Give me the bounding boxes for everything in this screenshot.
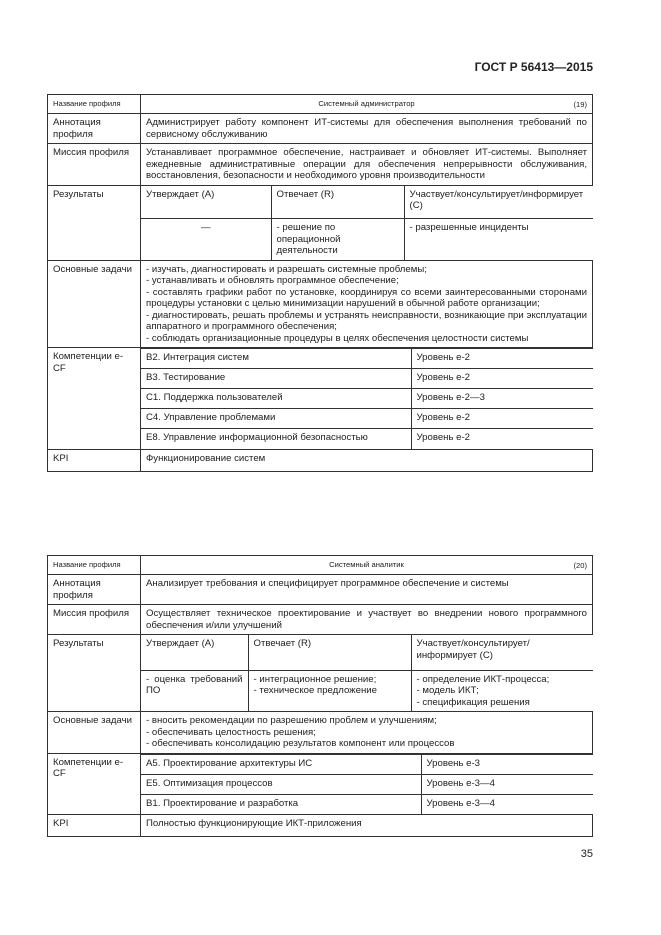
profile-table-20 (47, 555, 593, 837)
task-item: - составлять графики работ по установке, координируя со всеми заинтересованными сторонами процедуры установки с целью минимизации нарушений в обычной работе организации; (146, 286, 587, 309)
label-tasks: Основные задачи (48, 260, 141, 348)
results-header-c: Участвует/консультирует/информирует (C) (411, 635, 593, 670)
label-kpi: KPI (48, 815, 141, 837)
task-item: - диагностировать, решать проблемы и устранять неисправности, возникающие при эксплуатации аппаратного и программного обеспечения; (146, 309, 587, 332)
tasks-list (141, 712, 593, 754)
label-mission: Миссия профиля (48, 605, 141, 635)
label-tasks: Основные задачи (48, 712, 141, 754)
profile-name: Системный администратор (318, 99, 415, 109)
results-header-r: Отвечает (R) (271, 186, 404, 219)
label-kpi: KPI (48, 449, 141, 471)
kpi-row (48, 449, 593, 471)
competency-name: A5. Проектирование архитектуры ИС (141, 754, 421, 774)
competency-row (141, 389, 593, 409)
task-item: - устанавливать и обновлять программное обеспечение; (146, 275, 399, 286)
competency-level: Уровень е-2 (411, 349, 593, 369)
competency-name: B2. Интеграция систем (141, 349, 411, 369)
results-value-a: - оценка требований ПО (141, 670, 248, 711)
label-name: Название профиля (48, 556, 141, 575)
competency-row (141, 774, 593, 794)
task-item: - обеспечивать консолидацию результатов компонент или процессов (146, 738, 455, 749)
competencies-row (48, 753, 593, 815)
annotation-row (48, 114, 593, 144)
competency-name: C1. Поддержка пользователей (141, 389, 411, 409)
competency-name: E8. Управление информационной безопасностью (141, 429, 411, 449)
results-header-c: Участвует/консультирует/информирует (C) (404, 186, 593, 219)
kpi: Полностью функционирующие ИКТ-приложения (141, 815, 593, 837)
task-item: - соблюдать организационные процедуры в целях обеспечения целостности системы (146, 332, 529, 344)
results-value-a: — (141, 219, 271, 260)
results-header-a: Утверждает (A) (141, 186, 271, 219)
competency-name: C4. Управление проблемами (141, 409, 411, 429)
competency-row (141, 429, 593, 449)
kpi: Функционирование систем (141, 449, 593, 471)
competency-level: Уровень е-3—4 (421, 774, 593, 794)
label-results: Результаты (48, 635, 141, 712)
competency-level: Уровень е-2 (411, 409, 593, 429)
results-row (48, 635, 593, 712)
competency-level: Уровень е-2 (411, 369, 593, 389)
mission-row (48, 144, 593, 186)
task-item: - вносить рекомендации по разрешению проблем и улучшениям; (146, 715, 437, 726)
annotation: Администрирует работу компонент ИТ-системы для обеспечения выполнения требований по сервисному обслуживанию (141, 114, 593, 144)
results-value-c: - определение ИКТ-процесса; - модель ИКТ; - спецификация решения (411, 670, 593, 711)
label-results: Результаты (48, 185, 141, 260)
results-header-r: Отвечает (R) (248, 635, 411, 670)
tasks-row (48, 260, 593, 348)
label-competencies: Компетенции e-CF (48, 348, 141, 450)
competency-level: Уровень е-2—3 (411, 389, 593, 409)
competency-row (141, 369, 593, 389)
label-competencies: Компетенции e-CF (48, 753, 141, 815)
results-value-r: - интеграционное решение; - техническое предложение (248, 670, 411, 711)
label-name: Название профиля (48, 95, 141, 114)
label-mission: Миссия профиля (48, 144, 141, 186)
competency-row (141, 349, 593, 369)
task-item: - изучать, диагностировать и разрешать системные проблемы; (146, 263, 427, 275)
annotation-row (48, 575, 593, 605)
mission-row (48, 605, 593, 635)
competency-name: E5. Оптимизация процессов (141, 774, 421, 794)
competencies-row (48, 348, 593, 450)
profile-number: (20) (573, 561, 587, 570)
label-annotation: Аннотация профиля (48, 575, 141, 605)
label-annotation: Аннотация профиля (48, 114, 141, 144)
competency-level: Уровень е-3 (421, 754, 593, 774)
page-number: 35 (580, 848, 593, 860)
annotation: Анализирует требования и специфицирует программное обеспечение и системы (141, 575, 593, 605)
mission: Осуществляет техническое проектирование и участвует во внедрении нового программного обеспечения и/или улучшений (141, 605, 593, 635)
results-row (48, 185, 593, 260)
results-value-c: - разрешенные инциденты (404, 219, 593, 260)
competency-row (141, 794, 593, 814)
profile-table-19 (47, 94, 593, 472)
results-header-a: Утверждает (A) (141, 635, 248, 670)
competency-name: B3. Тестирование (141, 369, 411, 389)
mission: Устанавливает программное обеспечение, настраивает и обновляет ИТ-системы. Выполняет ежедневные административные операции для обеспечения непрерывности обслуживания, восстановления, безопасности и необходимого уровня производительности (141, 144, 593, 186)
competency-row (141, 409, 593, 429)
competency-row (141, 754, 593, 774)
profile-name-row (48, 556, 593, 575)
competency-level: Уровень е-2 (411, 429, 593, 449)
profile-name-row (48, 95, 593, 114)
competency-level: Уровень е-3—4 (421, 794, 593, 814)
tasks-list (141, 260, 593, 348)
competency-name: B1. Проектирование и разработка (141, 794, 421, 814)
standard-designation: ГОСТ Р 56413—2015 (474, 60, 593, 74)
tasks-row (48, 712, 593, 754)
profile-name: Системный аналитик (329, 560, 404, 570)
results-value-r: - решение по операционной деятельности (271, 219, 404, 260)
task-item: - обеспечивать целостность решения; (146, 726, 316, 738)
profile-number: (19) (573, 100, 587, 109)
kpi-row (48, 815, 593, 837)
